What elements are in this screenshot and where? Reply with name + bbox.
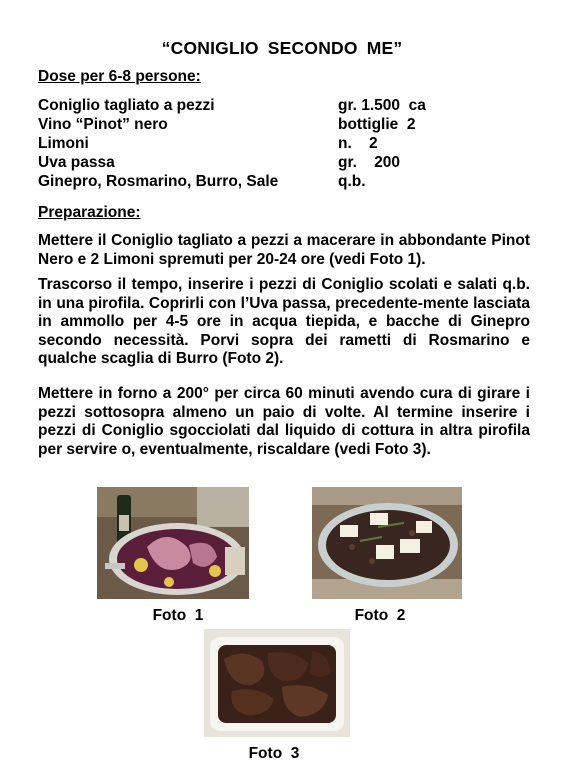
photo-3-cooked-rabbit — [204, 629, 350, 737]
recipe-title: “CONIGLIO SECONDO ME” — [161, 38, 403, 58]
ingredients-list — [38, 96, 426, 191]
preparation-heading: Preparazione: — [38, 204, 141, 221]
ingredient-row — [38, 172, 426, 191]
photo-1-image — [97, 487, 249, 599]
step-paragraph-3: Mettere in forno a 200° per circa 60 minuti avendo cura di girare i pezzi sottosopra almeno un paio di volte. Al termine inserire i pezzi di Coniglio sgocciolati dal liquido di cottura in altra pirofila per servire o, eventualmente, riscaldare (vedi Foto 3). — [38, 385, 530, 458]
photo-1-marinade — [97, 487, 249, 599]
ingredient-row — [38, 134, 426, 153]
step-paragraph-1: Mettere il Coniglio tagliato a pezzi a macerare in abbondante Pinot Nero e 2 Limoni spremuti per 20-24 ore (vedi Foto 1). — [38, 232, 530, 268]
ingredient-quantity: q.b. — [338, 173, 366, 190]
ingredient-quantity: bottiglie 2 — [338, 116, 416, 133]
ingredient-quantity: gr. 1.500 ca — [338, 97, 426, 114]
photo-2-caption: Foto 2 — [354, 607, 406, 624]
ingredient-name: Vino “Pinot” nero — [38, 116, 168, 133]
ingredient-name: Limoni — [38, 135, 89, 152]
ingredient-name: Uva passa — [38, 154, 115, 171]
ingredient-row — [38, 153, 426, 172]
ingredient-row — [38, 96, 426, 115]
ingredient-name: Ginepro, Rosmarino, Burro, Sale — [38, 173, 279, 190]
ingredient-row — [38, 115, 426, 134]
step-paragraph-2: Trascorso il tempo, inserire i pezzi di Coniglio scolati e salati q.b. in una pirofila. Coprirli con l’Uva passa, precedente-mente lasciata in ammollo per 4-5 ore in acqua tiepida, e bacche di Ginepro secondo necessità. Porvi sopra dei rametti di Rosmarino e qualche scaglia di Burro (Foto 2). — [38, 276, 530, 368]
photo-2-baking-dish — [312, 487, 462, 599]
photo-2-image — [312, 487, 462, 599]
photo-3-image — [204, 629, 350, 737]
photo-1-caption: Foto 1 — [152, 607, 204, 624]
ingredient-quantity: gr. 200 — [338, 154, 401, 171]
photo-3-caption: Foto 3 — [248, 745, 300, 762]
dose-heading: Dose per 6-8 persone: — [38, 68, 201, 85]
ingredient-quantity: n. 2 — [338, 135, 378, 152]
ingredient-name: Coniglio tagliato a pezzi — [38, 97, 215, 114]
